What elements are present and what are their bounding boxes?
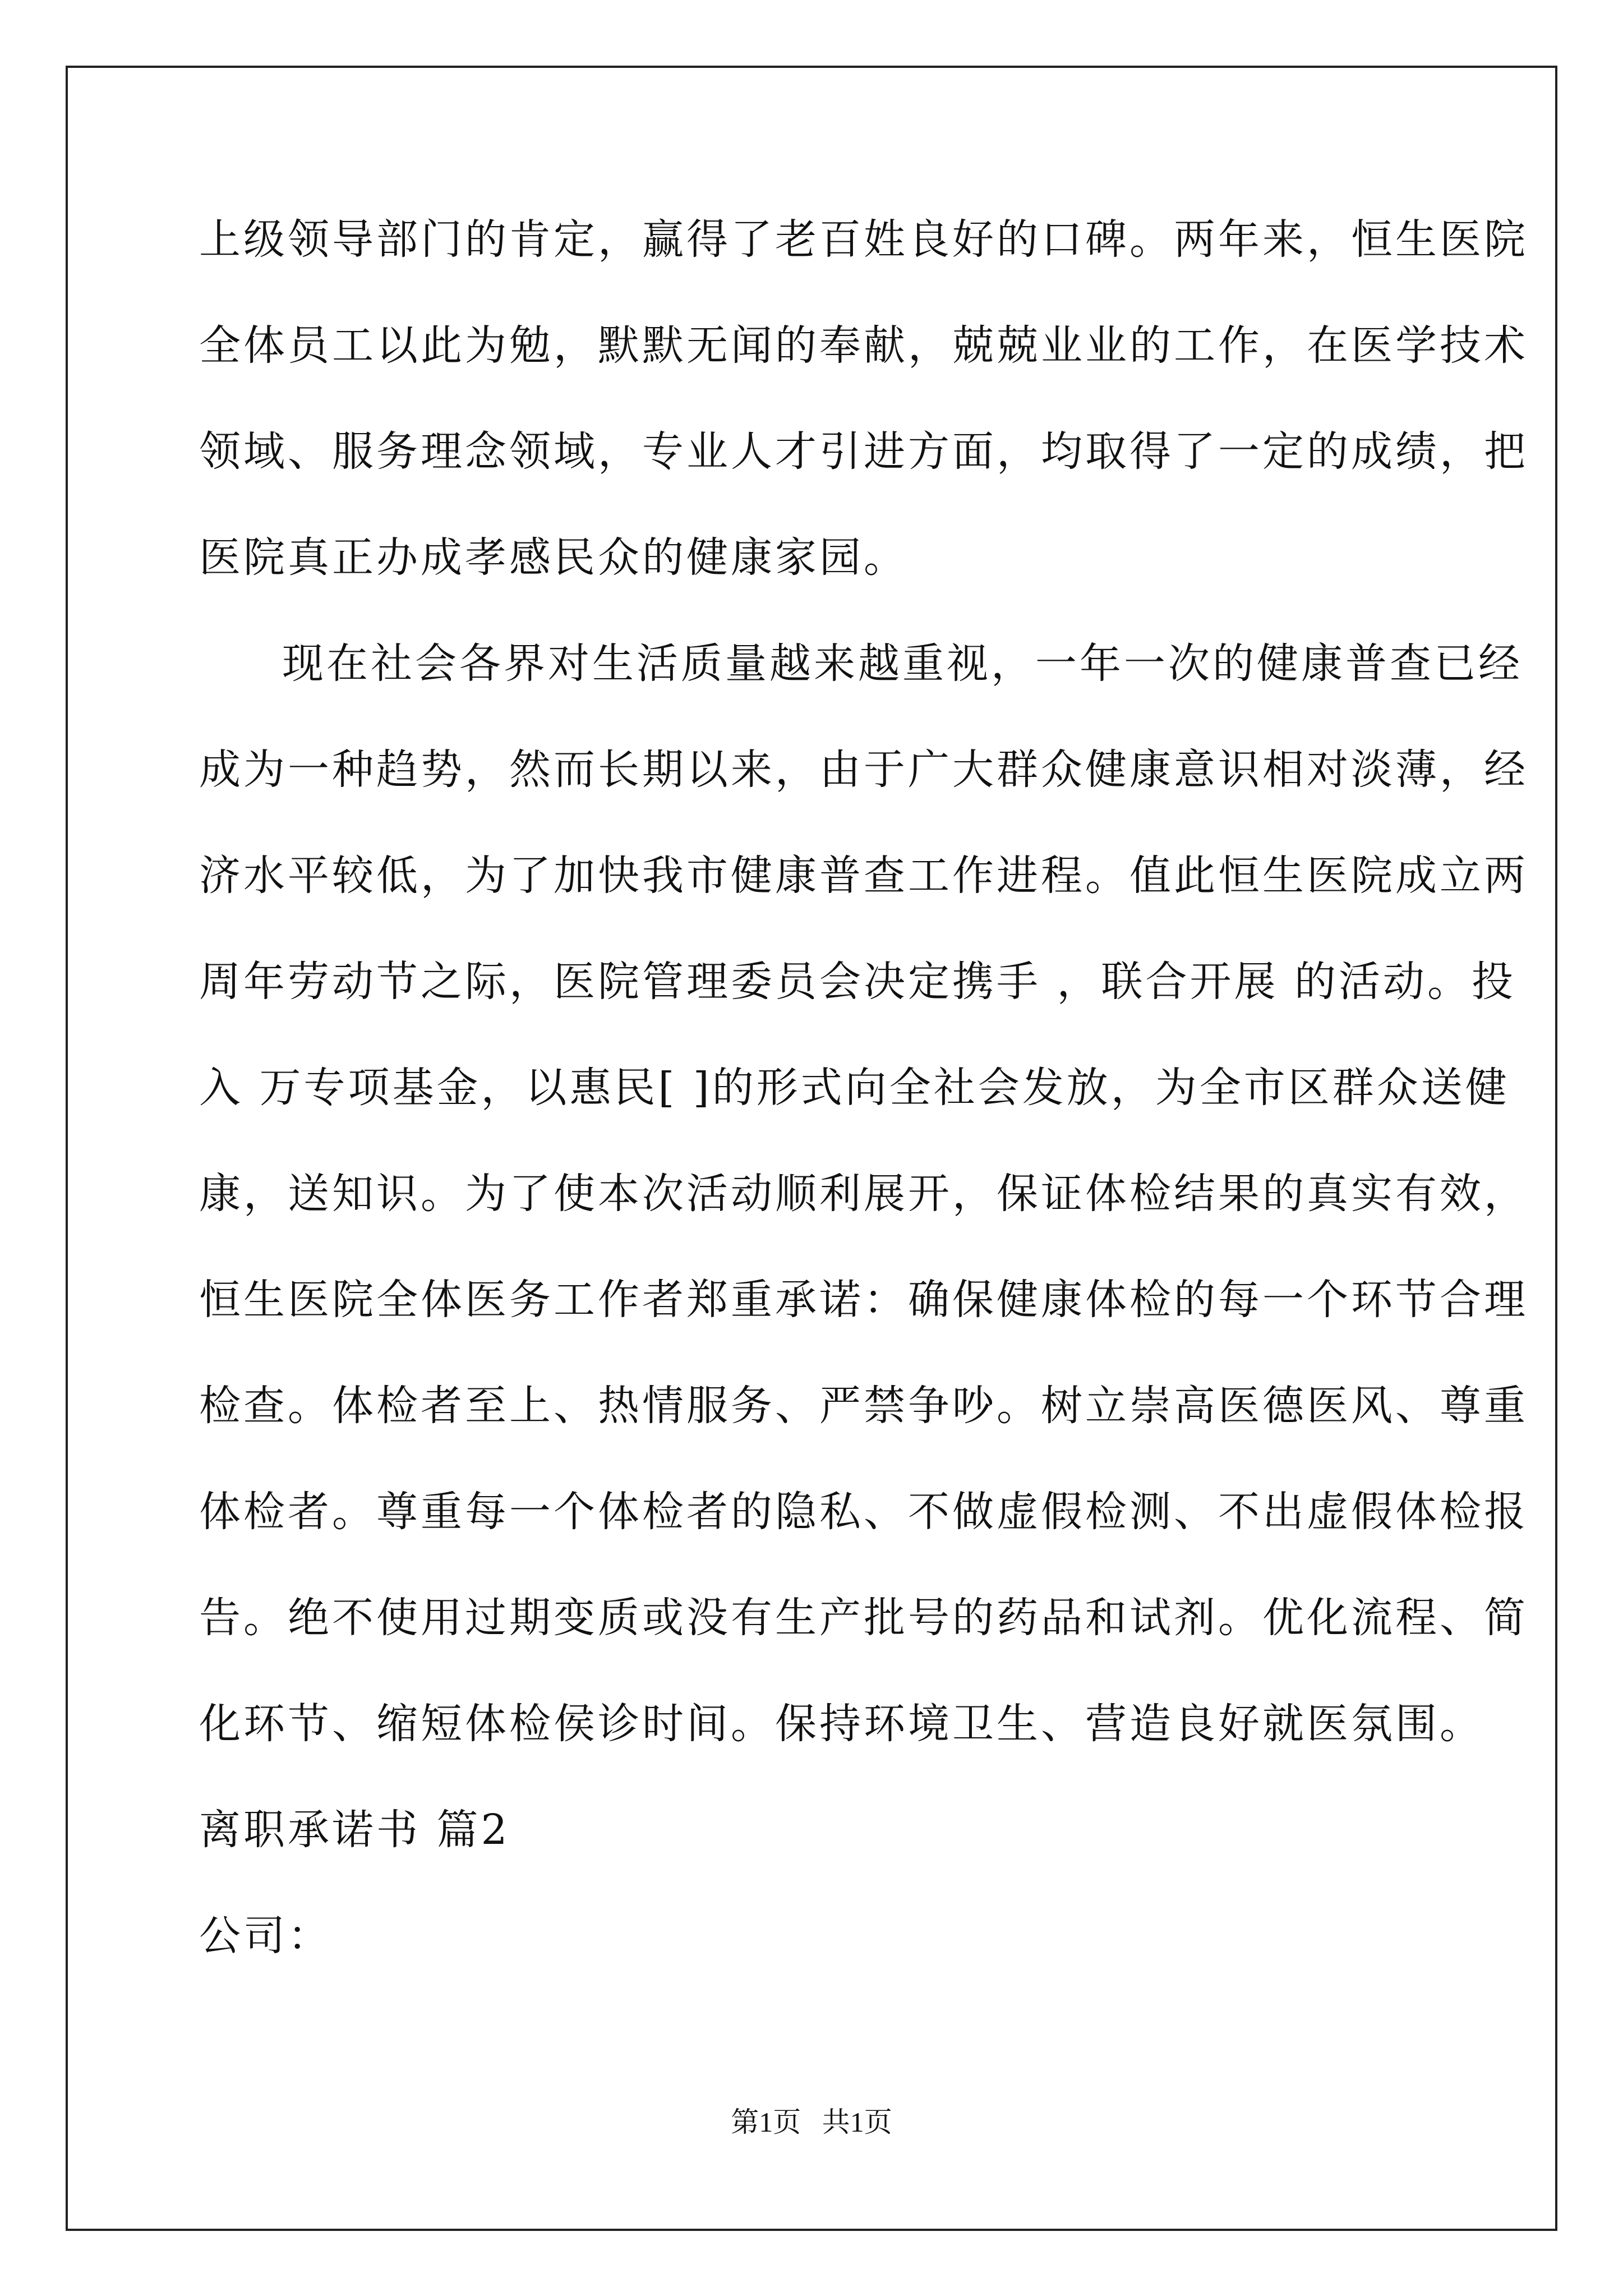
paragraph-line: 体检者。尊重每一个体检者的隐私、不做虚假检测、不出虚假体检报 [199,1488,1528,1536]
paragraph-line: 恒生医院全体医务工作者郑重承诺：确保健康体检的每一个环节合理 [199,1276,1528,1324]
paragraph-line: 周年劳动节之际，医院管理委员会决定携手 ，联合开展 的活动。投 [199,958,1516,1006]
paragraph-line: 领域、服务理念领域，专业人才引进方面，均取得了一定的成绩，把 [199,427,1528,476]
paragraph-line: 告。绝不使用过期变质或没有生产批号的药品和试剂。优化流程、简 [199,1594,1528,1642]
document-body [199,215,1528,2021]
paragraph-line: 全体员工以此为勉，默默无闻的奉献，兢兢业业的工作，在医学技术 [199,321,1528,370]
paragraph-line: 入 万专项基金，以惠民[ ]的形式向全社会发放，为全市区群众送健 [199,1064,1510,1112]
paragraph-line: 济水平较低，为了加快我市健康普查工作进程。值此恒生医院成立两 [199,852,1528,900]
paragraph-line: 现在社会各界对生活质量越来越重视，一年一次的健康普查已经 [282,639,1523,688]
paragraph-line: 医院真正办成孝感民众的健康家园。 [199,533,908,582]
paragraph-line: 成为一种趋势，然而长期以来，由于广大群众健康意识相对淡薄，经 [199,746,1528,794]
section-heading: 离职承诺书 篇2 [199,1806,510,1854]
paragraph-line: 康，送知识。为了使本次活动顺利展开，保证体检结果的真实有效， [199,1170,1528,1218]
paragraph-line: 检查。体检者至上、热情服务、严禁争吵。树立崇高医德医风、尊重 [199,1382,1528,1430]
page-number-footer: 第1页 共1页 [731,2106,892,2138]
salutation: 公司： [199,1912,332,1960]
paragraph-line: 化环节、缩短体检侯诊时间。保持环境卫生、营造良好就医氛围。 [199,1700,1484,1748]
paragraph-line: 上级领导部门的肯定，赢得了老百姓良好的口碑。两年来，恒生医院 [199,215,1528,264]
